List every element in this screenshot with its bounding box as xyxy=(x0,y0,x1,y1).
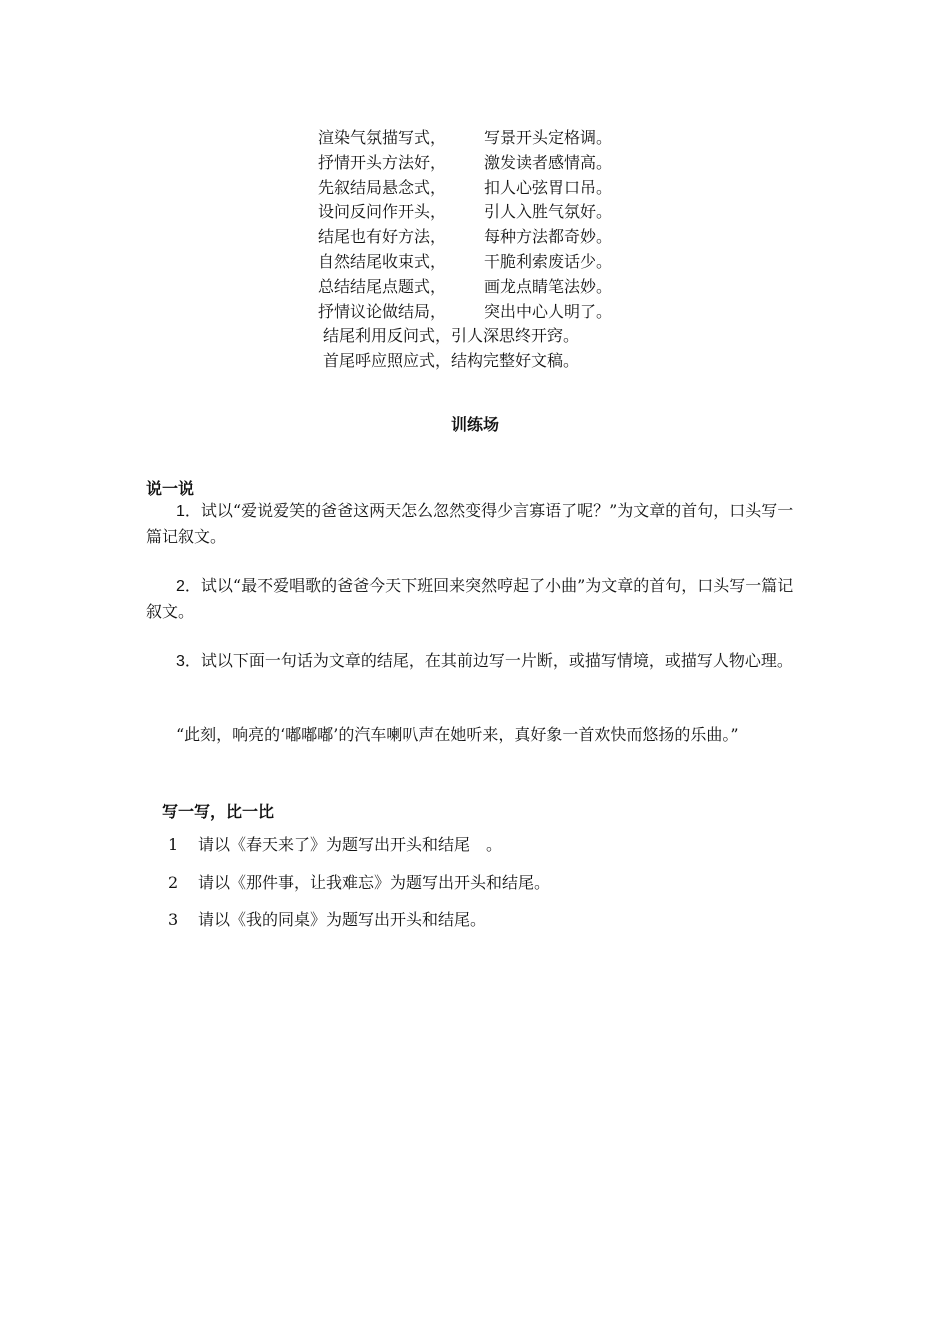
write-item xyxy=(168,833,502,857)
verse-second-half: 引人深思终开窍。 xyxy=(451,326,580,346)
item-text: 请以《春天来了》为题写出开头和结尾 。 xyxy=(198,835,503,854)
verse-line xyxy=(318,250,648,275)
speak-item xyxy=(146,573,806,624)
item-number: 1． xyxy=(176,503,201,520)
verse-first-half: 结尾也有好方法， xyxy=(318,227,447,247)
verse-second-half: 突出中心人明了。 xyxy=(484,301,613,321)
section-title: 训练场 xyxy=(450,415,499,434)
item-number: 3． xyxy=(176,653,201,670)
verse-first-half: 结尾利用反问式， xyxy=(323,326,452,346)
verse-first-half: 总结结尾点题式， xyxy=(318,276,447,296)
item-text: 试以“爱说爱笑的爸爸这两天怎么忽然变得少言寡语了呢？”为文章的首句，口头写一篇记叙文。 xyxy=(146,501,794,546)
speak-item xyxy=(146,648,806,674)
write-heading: 写一写，比一比 xyxy=(162,802,275,821)
speak-heading: 说一说 xyxy=(146,479,195,498)
verse-line xyxy=(318,176,648,201)
write-item xyxy=(168,871,550,895)
verse-first-half: 设问反问作开头， xyxy=(318,202,447,222)
item-text: 试以“最不爱唱歌的爸爸今天下班回来突然哼起了小曲”为文章的首句，口头写一篇记叙文。 xyxy=(146,576,794,621)
verse-first-half: 先叙结局悬念式， xyxy=(318,177,447,197)
verse-line xyxy=(318,275,648,300)
verse-line xyxy=(318,300,648,325)
verse-line xyxy=(318,324,648,349)
verse-first-half: 抒情议论做结局， xyxy=(318,301,447,321)
item-text: 试以下面一句话为文章的结尾，在其前边写一片断，或描写情境，或描写人物心理。 xyxy=(200,651,793,670)
item-number: 2 xyxy=(168,873,179,892)
speak-item xyxy=(146,498,806,549)
verse-second-half: 激发读者感情高。 xyxy=(484,152,613,172)
quote-text: “此刻，响亮的‘嘟嘟嘟’的汽车喇叭声在她听来，真好象一首欢快而悠扬的乐曲。” xyxy=(176,725,739,744)
verse-line xyxy=(318,349,648,374)
verse-second-half: 画龙点睛笔法妙。 xyxy=(484,276,613,296)
write-item xyxy=(168,908,486,932)
verse-line xyxy=(318,151,648,176)
verse-block xyxy=(318,126,648,374)
verse-second-half: 写景开头定格调。 xyxy=(484,128,613,147)
verse-first-half: 渲染气氛描写式， xyxy=(318,128,447,147)
verse-line xyxy=(318,200,648,225)
verse-line xyxy=(318,126,648,151)
item-text: 请以《那件事，让我难忘》为题写出开头和结尾。 xyxy=(198,873,551,892)
verse-first-half: 抒情开头方法好， xyxy=(318,152,447,172)
item-number: 3 xyxy=(168,910,179,929)
item-text: 请以《我的同桌》为题写出开头和结尾。 xyxy=(198,910,487,929)
verse-line xyxy=(318,225,648,250)
item-number: 2． xyxy=(176,578,201,595)
verse-second-half: 每种方法都奇妙。 xyxy=(484,227,613,247)
verse-second-half: 扣人心弦胃口吊。 xyxy=(484,177,613,197)
verse-second-half: 干脆利索废话少。 xyxy=(484,251,613,271)
verse-first-half: 自然结尾收束式， xyxy=(318,251,447,271)
quote-paragraph xyxy=(146,722,806,747)
item-number: 1 xyxy=(168,835,179,854)
verse-second-half: 结构完整好文稿。 xyxy=(451,351,580,371)
verse-first-half: 首尾呼应照应式， xyxy=(323,351,452,371)
verse-second-half: 引人入胜气氛好。 xyxy=(484,202,613,222)
